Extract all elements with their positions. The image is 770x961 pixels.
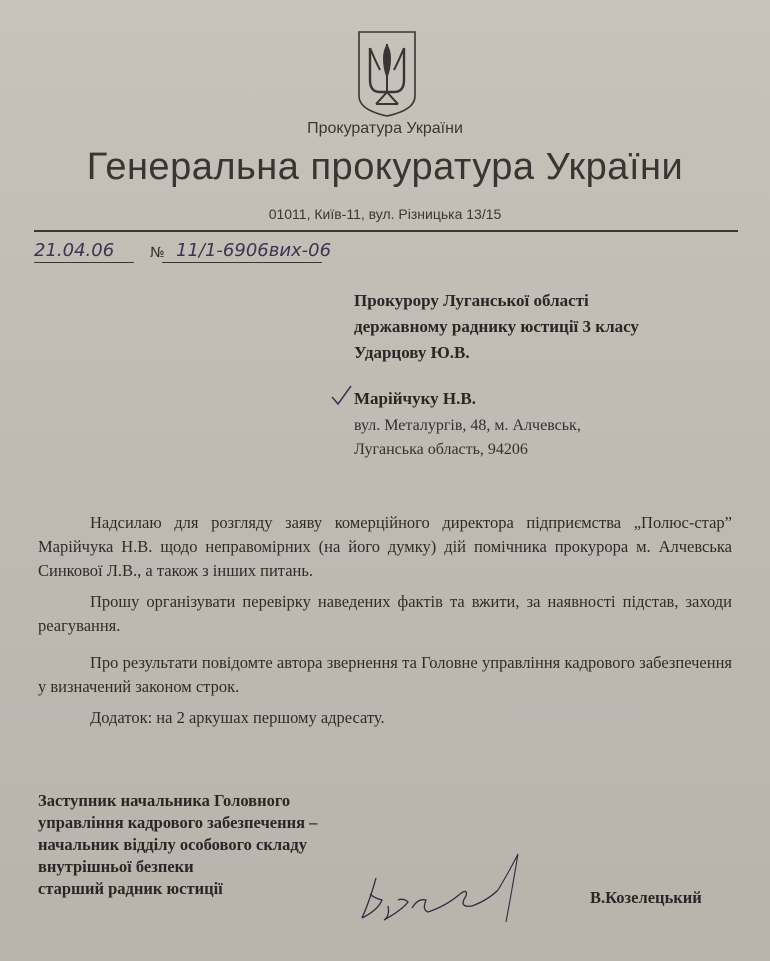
org-title: Генеральна прокуратура України — [86, 146, 684, 188]
handwritten-signature-icon — [348, 850, 558, 930]
registration-date: 21.04.06 — [34, 240, 115, 261]
header-divider — [34, 230, 738, 232]
body-paragraph: Про результати повідомте автора звернення та Головне управління кадрового забезпечення у визначений законом строк. — [38, 653, 732, 696]
addressee-block — [354, 288, 639, 366]
signatory-title-line: управління кадрового забезпечення – — [38, 813, 318, 832]
registration-number: 11/1-6906вих-06 — [176, 240, 332, 261]
signatory-title — [38, 790, 317, 900]
number-underline — [162, 262, 322, 263]
recipient-name: Марійчуку Н.В. — [354, 389, 476, 408]
recipient-address-line: Луганська область, 94206 — [354, 441, 528, 458]
signatory-title-line: начальник відділу особового складу — [38, 835, 307, 854]
signatory-title-line: внутрішньої безпеки — [38, 857, 194, 876]
attachment-note: Додаток: на 2 аркушах першому адресату. — [90, 708, 385, 727]
addressee-line: Прокурору Луганської області — [354, 291, 589, 310]
org-subtitle: Прокуратура України — [307, 120, 463, 137]
trident-emblem-icon — [356, 30, 418, 118]
body-paragraph: Прошу організувати перевірку наведених фактів та вжити, за наявності підстав, заходи реагування. — [38, 592, 732, 635]
registration-number-label: № — [150, 245, 165, 261]
org-address: 01011, Київ-11, вул. Різницька 13/15 — [268, 206, 502, 222]
signer-name: В.Козелецький — [590, 888, 702, 907]
recipient-address-line: вул. Металургів, 48, м. Алчевськ, — [354, 417, 581, 434]
checkmark-icon — [330, 384, 352, 406]
body-paragraph: Надсилаю для розгляду заяву комерційного директора підприємства „Полюс-стар” Марійчука Н.В. щодо неправомірних (на його думку) дій помічника прокурора м. Алчевська Синкової Л.В., а також з інших питань. — [38, 513, 732, 580]
signatory-title-line: старший радник юстиції — [38, 879, 223, 898]
addressee-line: Ударцову Ю.В. — [354, 343, 470, 362]
date-underline — [34, 262, 134, 263]
signatory-title-line: Заступник начальника Головного — [38, 791, 291, 810]
addressee-line: державному раднику юстиції 3 класу — [354, 317, 639, 336]
recipient-address — [354, 414, 581, 462]
